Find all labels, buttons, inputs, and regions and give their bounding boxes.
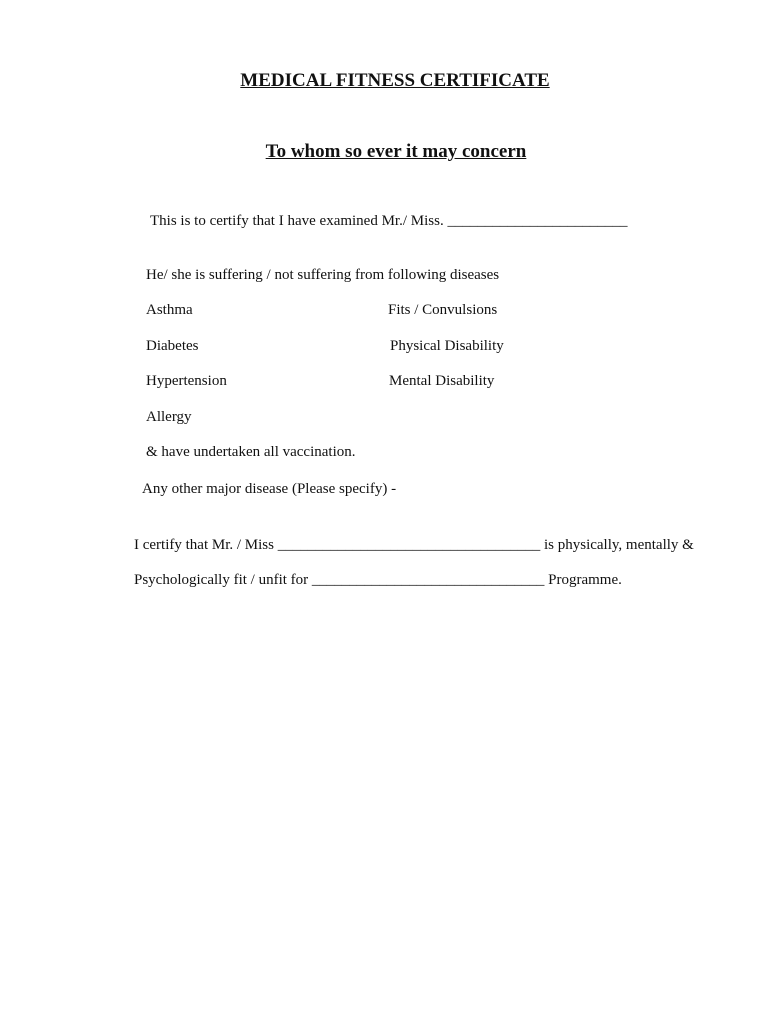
fitness-line-1: I certify that Mr. / Miss ___________________________________ is physically, mentally &	[134, 537, 694, 553]
disease-physical-disability: Physical Disability	[390, 338, 504, 354]
disease-hypertension: Hypertension	[146, 373, 227, 389]
disease-allergy: Allergy	[146, 409, 192, 425]
certify-examined-line: This is to certify that I have examined Mr./ Miss. ________________________	[150, 213, 628, 229]
suffering-intro-line: He/ she is suffering / not suffering from following diseases	[146, 267, 500, 283]
disease-fits-convulsions: Fits / Convulsions	[388, 302, 498, 318]
disease-mental-disability: Mental Disability	[389, 373, 495, 389]
document-subtitle: To whom so ever it may concern	[265, 141, 527, 162]
disease-diabetes: Diabetes	[146, 338, 199, 354]
disease-asthma: Asthma	[146, 302, 193, 318]
document-title: MEDICAL FITNESS CERTIFICATE	[240, 70, 550, 91]
fitness-line-2: Psychologically fit / unfit for _______________________________ Programme.	[134, 572, 622, 588]
vaccination-line: & have undertaken all vaccination.	[146, 444, 356, 460]
other-disease-line: Any other major disease (Please specify) -	[142, 481, 397, 497]
